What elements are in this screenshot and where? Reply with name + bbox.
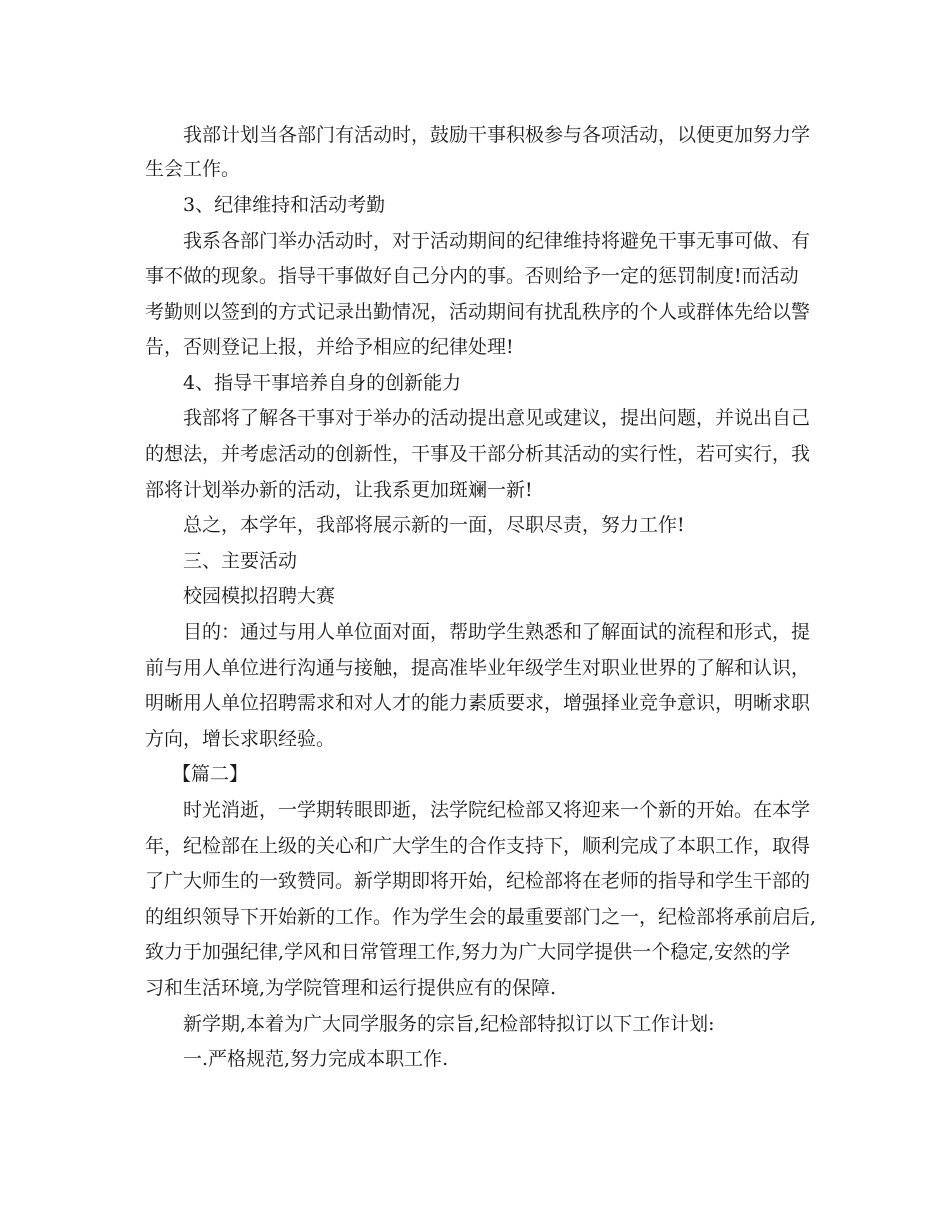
paragraph-line: 前与用人单位进行沟通与接触，提高准毕业年级学生对职业世界的了解和认识， <box>145 657 811 679</box>
paragraph-line: 的想法，并考虑活动的创新性，干事及干部分析其活动的实行性，若可实行，我 <box>145 443 811 465</box>
paragraph-line: 目的：通过与用人单位面对面，帮助学生熟悉和了解面试的流程和形式，提 <box>183 621 811 643</box>
paragraph-line: 致力于加强纪律,学风和日常管理工作,努力为广大同学提供一个稳定,安然的学 <box>145 941 791 963</box>
paragraph-line: 方向，增长求职经验。 <box>145 728 336 750</box>
paragraph-line: 我部将了解各干事对于举办的活动提出意见或建议，提出问题，并说出自己 <box>183 407 811 429</box>
paragraph-line: 了广大师生的一致赞同。新学期即将开始，纪检部将在老师的指导和学生干部的 <box>145 870 811 892</box>
paragraph-line: 事不做的现象。指导干事做好自己分内的事。否则给予一定的惩罚制度!而活动 <box>145 265 799 287</box>
activity-title: 校园模拟招聘大赛 <box>183 585 336 607</box>
paragraph-line: 生会工作。 <box>145 158 241 180</box>
paragraph-line: 我部计划当各部门有活动时，鼓励干事积极参与各项活动，以便更加努力学 <box>183 124 811 146</box>
paragraph-line: 我系各部门举办活动时，对于活动期间的纪律维持将避免干事无事可做、有 <box>183 230 811 252</box>
part-heading: 【篇二】 <box>172 763 249 785</box>
paragraph-line: 部将计划举办新的活动，让我系更加斑斓一新! <box>145 479 533 501</box>
section-heading: 三、主要活动 <box>183 550 298 572</box>
paragraph-line: 告，否则登记上报，并给予相应的纪律处理! <box>145 336 514 358</box>
paragraph-line: 新学期,本着为广大同学服务的宗旨,纪检部特拟订以下工作计划: <box>183 1013 715 1035</box>
paragraph-line: 考勤则以签到的方式记录出勤情况，活动期间有扰乱秩序的个人或群体先给以警 <box>145 301 811 323</box>
paragraph-line: 年，纪检部在上级的关心和广大学生的合作支持下，顺利完成了本职工作，取得 <box>145 835 811 857</box>
section-heading: 4、指导干事培养自身的创新能力 <box>183 372 462 394</box>
paragraph-line: 时光消逝，一学期转眼即逝，法学院纪检部又将迎来一个新的开始。在本学 <box>183 799 811 821</box>
section-heading: 一.严格规范,努力完成本职工作. <box>183 1048 449 1070</box>
paragraph-line: 总之，本学年，我部将展示新的一面，尽职尽责，努力工作! <box>183 514 685 536</box>
section-heading: 3、纪律维持和活动考勤 <box>183 194 386 216</box>
paragraph-line: 明晰用人单位招聘需求和对人才的能力素质要求，增强择业竞争意识，明晰求职 <box>145 692 811 714</box>
paragraph-line: 习和生活环境,为学院管理和运行提供应有的保障. <box>145 977 557 999</box>
paragraph-line: 的组织领导下开始新的工作。作为学生会的最重要部门之一，纪检部将承前启后, <box>145 906 817 928</box>
